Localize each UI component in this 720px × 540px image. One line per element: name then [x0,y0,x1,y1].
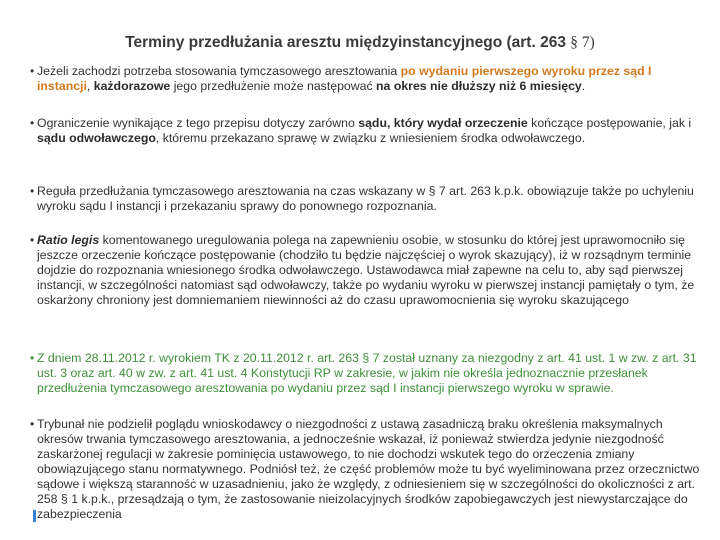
text-run: Trybunał nie podzielił poglądu wnioskodawcy o niezgodności z ustawą zasadniczą braku określenia maksymalnych okresów trwania tymczasowego aresztowania, a jednocześnie wskazał, iż ponieważ stwierdza jedynie niezgodność zaskarżonej regulacji w zakresie pominięcia ustawowego, to nie dochodzi wskutek tego do orzeczenia zmiany obowiązującego stanu normatywnego. Podniósł też, że część problemów może tu być wyeliminowana przez orzecznictwo sądowe i większą starannośċ w uzasadnieniu, jako że względy, z odniesieniem się w szczególności do okoliczności z art. 258 § 1 k.p.k., przesądzają o tym, że zastosowanie nieizolacyjnych środków zapobiegawczych jest niewystarczające do zabezpieczenia [37,417,700,521]
text-run: kończące postępowanie, jak i [527,116,692,130]
bullet-text [37,184,707,214]
bold-text: sądu, który wydał orzeczenie [358,116,528,130]
bullet-marker: • [30,116,35,130]
highlight-text: po wydaniu pierwszego wyroku przez sąd I instancji [37,64,652,93]
text-run: jego przedłużenie może następować [170,79,377,93]
bullet-text [37,64,707,94]
bullet-marker: • [30,233,35,247]
slide-title-section: § 7) [570,34,595,51]
bullet-marker: • [30,417,35,431]
bullet-marker: • [30,351,35,365]
bullet-text [37,417,707,522]
bold-text: sądu odwoławczego [37,131,156,145]
bullet-marker: • [30,184,35,198]
bold-italic-text: Ratio legis [37,233,100,247]
bullet-marker: • [30,64,35,78]
text-run: Z dniem 28.11.2012 r. wyrokiem TK z 20.11.2012 r. art. 263 § 7 został uznany za niezgodny z art. 41 ust. 1 w zw. z art. 31 ust. 3 oraz art. 40 w zw. z art. 41 ust. 4 Konstytucji RP w zakresie, w jakim nie określa jednoznacznie przesłanek przedłużenia tymczasowego aresztowania po wydaniu przez sąd I instancji pierwszego wyroku w sprawie. [37,351,697,395]
text-run: Reguła przedłużania tymczasowego aresztowania na czas wskazany w § 7 art. 263 k.p.k. obowiązuje także po uchyleniu wyroku sądu I instancji i przekazaniu sprawy do ponownego rozpoznania. [37,184,694,213]
text-run: Ograniczenie wynikające z tego przepisu dotyczy zarówno [37,116,359,130]
slide-title [0,34,720,52]
text-run: Jeżeli zachodzi potrzeba stosowania tymczasowego aresztowania [37,64,401,78]
text-run: . [581,79,586,93]
text-run: komentowanego uregulowania polega na zapewnieniu osobie, w stosunku do której jest uprawomocniło się jeszcze orzeczenie kończące postępowanie (chodziło tu będzie najczęściej o wyrok skazujący), iż w rozsądnym terminie dojdzie do rozpoznania wniesionego środka odwoławczego. Ustawodawca miał zapewne na celu to, aby sąd pierwszej instancji, w szczególności natomiast sąd odwoławczy, także po wydaniu wyroku w pierwszej instancji pamiętały o tym, że oskarżony chroniony jest domniemaniem niewinności aż do czasu uprawomocnienia się wyroku skazującego [37,233,695,307]
bullet-text [37,233,707,308]
bold-text: każdorazowe [93,79,171,93]
slide-title-main: Terminy przedłużania aresztu międzyinstancyjnego (art. 263 [125,34,571,51]
text-run: , któremu przekazano sprawę w związku z wniesieniem środka odwoławczego. [155,131,586,145]
bullet-text [37,116,707,146]
bold-text: na okres nie dłuższy niż 6 miesięcy [376,79,582,93]
bullet-text [37,351,707,396]
slide-cursor-marker [33,510,36,522]
text-run: , [86,79,94,93]
